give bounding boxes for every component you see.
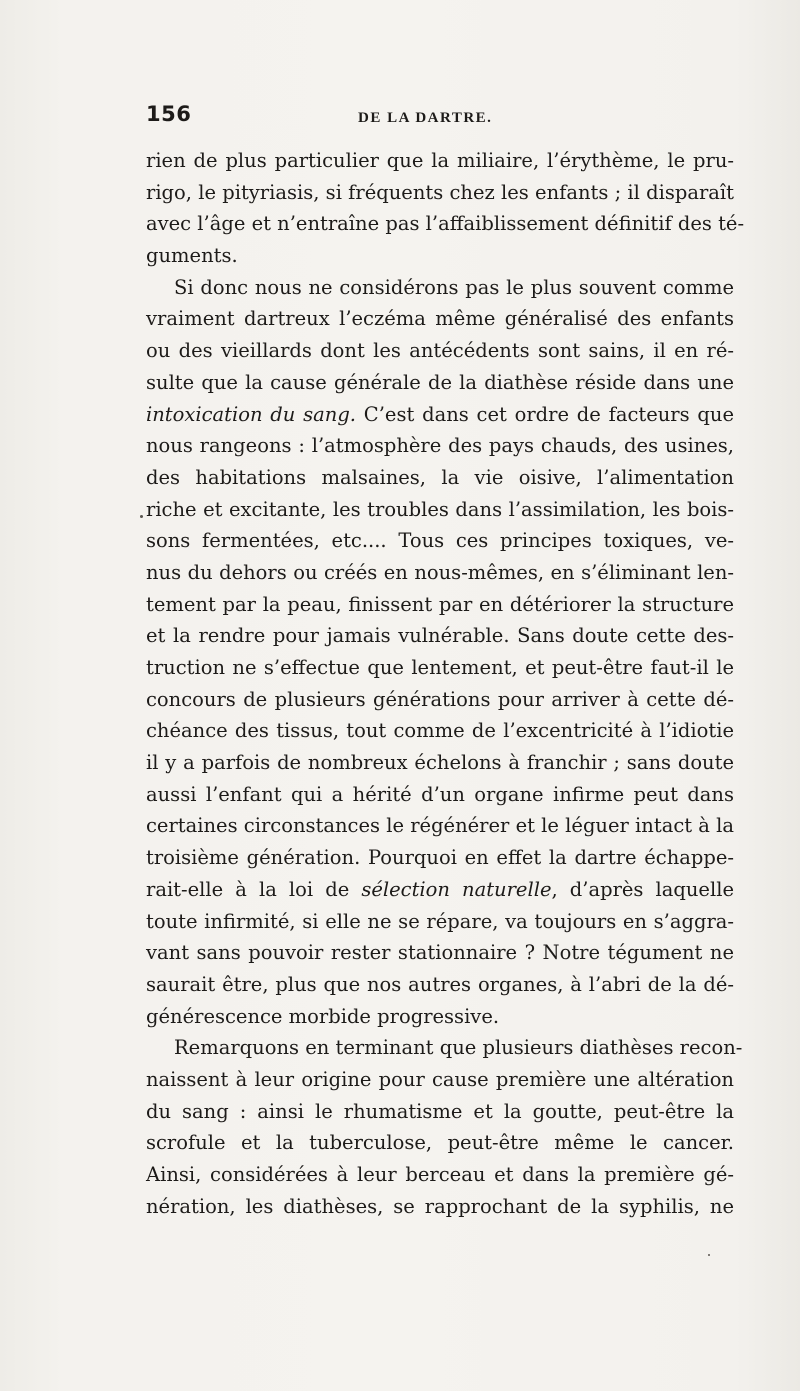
- text-line: guments.: [146, 244, 238, 268]
- text-line: chéance des tissus, tout comme de l’excentricité à l’idiotie: [146, 719, 734, 743]
- text-line: riche et excitante, les troubles dans l’assimilation, les bois-: [146, 497, 734, 521]
- text-line: des habitations malsaines, la vie oisive, l’alimentation: [146, 465, 734, 489]
- text-line: aussi l’enfant qui a hérité d’un organe infirme peut dans: [146, 782, 734, 806]
- text-line: [146, 399, 734, 431]
- text-line: sulte que la cause générale de la diathèse réside dans une: [146, 370, 734, 394]
- text-line: truction ne s’effectue que lentement, et peut-être faut-il le: [146, 656, 734, 679]
- line-remainder: , d’après laquelle: [551, 877, 734, 901]
- text-line: naissent à leur origine pour cause première une altération: [146, 1067, 734, 1091]
- text-line: saurait être, plus que nos autres organes, à l’abri de la dé-: [146, 972, 734, 996]
- text-line: Ainsi, considérées à leur berceau et dans la première gé-: [146, 1163, 734, 1186]
- text-line: nération, les diathèses, se rapprochant de la syphilis, ne: [146, 1194, 734, 1218]
- italic-phrase: sélection naturelle: [361, 877, 552, 901]
- text-line: vant sans pouvoir rester stationnaire ? Notre tégument ne: [146, 941, 734, 965]
- text-line: du sang : ainsi le rhumatisme et la goutte, peut-être la: [146, 1099, 734, 1123]
- line-start: rait-elle à la loi de: [146, 877, 362, 901]
- text-line: générescence morbide progressive.: [146, 1004, 500, 1028]
- text-line: nous rangeons : l’atmosphère des pays chauds, des usines,: [146, 434, 734, 458]
- text-line: tement par la peau, finissent par en détériorer la structure: [146, 592, 734, 616]
- text-line: il y a parfois de nombreux échelons à franchir ; sans doute: [146, 751, 734, 775]
- text-line: toute infirmité, si elle ne se répare, va toujours en s’aggra-: [146, 909, 734, 933]
- text-line: vraiment dartreux l’eczéma même généralisé des enfants: [146, 307, 734, 331]
- page-number: 156: [146, 102, 192, 126]
- page-header: [146, 102, 736, 142]
- paragraph-start-line: Remarquons en terminant que plusieurs diathèses recon-: [174, 1036, 743, 1060]
- text-line: nus du dehors ou créés en nous-mêmes, en s’éliminant len-: [146, 560, 734, 584]
- text-line: certaines circonstances le régénérer et le léguer intact à la: [146, 814, 734, 838]
- text-line: [146, 874, 734, 906]
- text-line: troisième génération. Pourquoi en effet la dartre échappe-: [146, 846, 734, 870]
- body-text: [146, 145, 745, 1222]
- text-line: avec l’âge et n’entraîne pas l’affaiblissement définitif des té-: [146, 212, 745, 236]
- text-line: rien de plus particulier que la miliaire, l’érythème, le pru-: [146, 149, 734, 172]
- paper-speck: [140, 515, 143, 518]
- paper-speck: [708, 1254, 710, 1256]
- text-line: sons fermentées, etc.... Tous ces principes toxiques, ve-: [146, 529, 734, 553]
- italic-phrase: intoxication du sang.: [146, 402, 357, 426]
- text-line: et la rendre pour jamais vulnérable. Sans doute cette des-: [146, 624, 734, 648]
- paragraph-start-line: Si donc nous ne considérons pas le plus souvent comme: [174, 275, 734, 299]
- line-remainder: C’est dans cet ordre de facteurs que: [356, 402, 734, 426]
- text-line: rigo, le pityriasis, si fréquents chez les enfants ; il disparaît: [146, 180, 734, 204]
- text-line: concours de plusieurs générations pour arriver à cette dé-: [146, 687, 734, 711]
- text-line: ou des vieillards dont les antécédents sont sains, il en ré-: [146, 339, 734, 363]
- running-title: DE LA DARTRE.: [358, 110, 493, 126]
- text-line: scrofule et la tuberculose, peut-être même le cancer.: [146, 1131, 734, 1155]
